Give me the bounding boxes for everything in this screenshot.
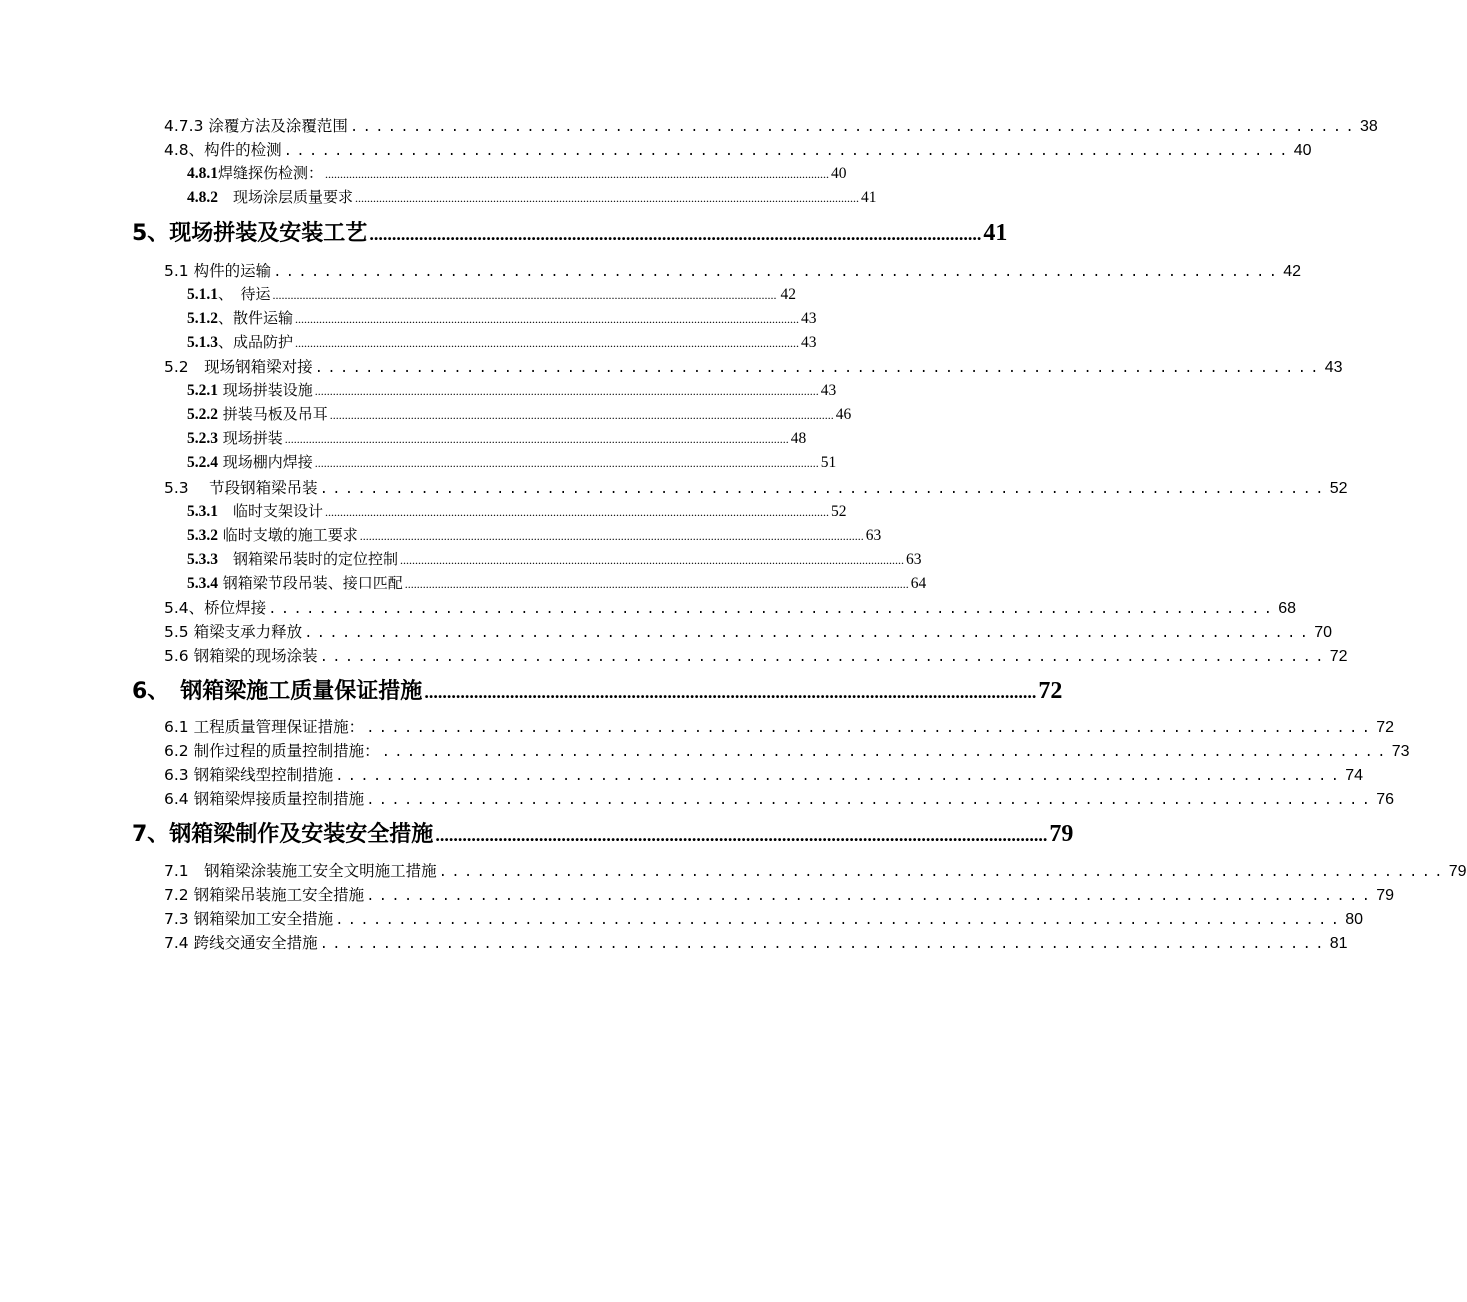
toc-entry-title	[187, 572, 403, 593]
toc-entry-page: 79	[1376, 887, 1394, 904]
toc-entry-label: 临时支墩的施工要求	[218, 526, 358, 544]
toc-entry-page: 81	[1329, 935, 1348, 952]
toc-entry-title	[187, 162, 323, 183]
dot-leader: ........................................................................................................................................................................	[325, 167, 830, 181]
toc-entry-page: 42	[780, 286, 796, 303]
dot-leader: ........................................................................................................................................................................	[314, 384, 819, 398]
toc-chapter-page: 41	[983, 220, 1008, 246]
toc-entry[interactable]	[0, 596, 1297, 618]
toc-entry-title: 7.2 钢箱梁吊装施工安全措施	[164, 886, 365, 904]
toc-entry-title: 7.4 跨线交通安全措施	[164, 934, 318, 952]
toc-entry-title: 6.1 工程质量管理保证措施：	[164, 718, 365, 736]
toc-entry-page: 40	[1293, 142, 1312, 159]
toc-entry-page: 64	[910, 575, 927, 592]
dot-leader: ................................................................................	[319, 482, 1328, 498]
dot-leader: ........................................................................................................................................................................	[284, 432, 789, 446]
toc-entry[interactable]	[0, 403, 920, 425]
toc-entry-label: 、 待运	[218, 285, 271, 303]
toc-entry[interactable]	[0, 907, 1363, 929]
toc-entry-title: 5.1 构件的运输	[164, 262, 272, 280]
toc-entry-title	[187, 283, 271, 304]
toc-chapter-page: 79	[1049, 821, 1074, 847]
toc-entry-label: 现场棚内焊接	[218, 453, 313, 471]
dot-leader: ................................................................................	[314, 361, 1323, 377]
toc-entry-number: 4.8.2	[187, 189, 218, 206]
dot-leader: ................................................................................	[273, 265, 1282, 281]
toc-entry-label: 钢箱梁吊装时的定位控制	[218, 550, 399, 568]
toc-entry-number: 5.3.1	[187, 503, 218, 520]
toc-entry[interactable]	[0, 548, 920, 570]
toc-chapter-page: 72	[1038, 678, 1063, 704]
toc-entry[interactable]	[0, 883, 1394, 905]
dot-leader: ................................................................................	[366, 889, 1375, 905]
toc-entry-label: 、成品防护	[218, 333, 294, 351]
dot-leader: ................................................................................	[366, 721, 1375, 737]
toc-entry-page: 46	[835, 406, 852, 423]
toc-entry-page: 70	[1314, 624, 1332, 641]
toc-entry-number: 5.2.1	[187, 382, 218, 399]
toc-entry[interactable]	[0, 283, 920, 305]
toc-entry-title	[187, 500, 323, 521]
dot-leader: ................................................................................	[268, 602, 1277, 618]
toc-chapter-title: 5、现场拼装及安装工艺	[132, 221, 368, 246]
toc-entry[interactable]	[0, 644, 1348, 666]
toc-entry-title	[187, 186, 353, 207]
toc-entry-page: 79	[1448, 863, 1467, 880]
dot-leader: ........................................................................................................................................................................	[295, 312, 800, 326]
toc-entry-label: 现场拼装	[218, 429, 283, 447]
toc-entry-number: 5.3.2	[187, 527, 218, 544]
toc-entry[interactable]	[0, 763, 1363, 785]
toc-chapter[interactable]	[0, 817, 1074, 851]
toc-entry-number: 4.8.1	[187, 165, 218, 182]
dot-leader: ........................................................................................................................................	[369, 224, 982, 244]
toc-entry[interactable]	[0, 355, 1343, 377]
toc-entry-title: 6.2 制作过程的质量控制措施：	[164, 742, 380, 760]
toc-chapter[interactable]	[0, 216, 1008, 250]
toc-entry[interactable]	[0, 138, 1312, 160]
toc-entry-title: 4.7.3 涂覆方法及涂覆范围	[164, 117, 348, 135]
toc-entry-title: 4.8、构件的检测	[164, 141, 282, 159]
toc-entry[interactable]	[0, 739, 1410, 761]
dot-leader: ................................................................................	[335, 913, 1344, 929]
toc-entry[interactable]	[0, 500, 920, 522]
toc-entry-title: 7.3 钢箱梁加工安全措施	[164, 910, 334, 928]
toc-entry[interactable]	[0, 931, 1348, 953]
toc-entry-page: 43	[801, 334, 817, 351]
toc-entry[interactable]	[0, 259, 1301, 281]
toc-entry-label: 现场拼装设施	[218, 381, 313, 399]
toc-entry-label: 拼装马板及吊耳	[218, 405, 328, 423]
toc-entry-page: 52	[831, 503, 847, 520]
toc-entry[interactable]	[0, 331, 920, 353]
toc-entry-number: 5.1.3	[187, 334, 218, 351]
toc-chapter-title: 7、钢箱梁制作及安装安全措施	[132, 822, 434, 847]
dot-leader: ........................................................................................................................................................................	[404, 577, 909, 591]
toc-entry[interactable]	[0, 186, 920, 208]
toc-entry[interactable]	[0, 162, 920, 184]
toc-entry-page: 63	[906, 551, 922, 568]
toc-entry-label: 焊缝探伤检测：	[218, 164, 324, 182]
dot-leader: ................................................................................	[283, 144, 1292, 160]
toc-entry[interactable]	[0, 524, 920, 546]
toc-entry[interactable]	[0, 476, 1348, 498]
dot-leader: ........................................................................................................................................................................	[329, 408, 834, 422]
toc-entry-label: 钢箱梁节段吊装、接口匹配	[218, 574, 403, 592]
toc-entry-title: 6.3 钢箱梁线型控制措施	[164, 766, 334, 784]
toc-entry-title	[187, 307, 293, 328]
toc-entry-page: 51	[820, 454, 837, 471]
toc-entry-title: 5.2 现场钢箱梁对接	[164, 358, 313, 376]
toc-entry[interactable]	[0, 859, 1467, 881]
dot-leader: ................................................................................	[335, 769, 1344, 785]
toc-entry-title	[187, 548, 398, 569]
toc-entry-number: 5.3.4	[187, 575, 218, 592]
dot-leader: ................................................................................	[319, 650, 1328, 666]
dot-leader: ........................................................................................................................................................................	[355, 191, 860, 205]
toc-entry-page: 38	[1359, 118, 1378, 135]
toc-chapter[interactable]	[0, 674, 1063, 708]
toc-entry-label: 、散件运输	[218, 309, 294, 327]
toc-entry-page: 43	[1324, 359, 1343, 376]
toc-entry[interactable]	[0, 307, 920, 329]
dot-leader: ........................................................................................................................................................................	[359, 529, 864, 543]
toc-entry-number: 5.3.3	[187, 551, 218, 568]
dot-leader: ........................................................................................................................................................................	[314, 456, 819, 470]
dot-leader: ................................................................................	[319, 937, 1328, 953]
toc-entry-title: 5.5 箱梁支承力释放	[164, 623, 303, 641]
toc-entry-title: 6.4 钢箱梁焊接质量控制措施	[164, 790, 365, 808]
dot-leader: ................................................................................	[349, 120, 1358, 136]
toc-entry-page: 48	[790, 430, 807, 447]
dot-leader: ........................................................................................................................................................................	[272, 288, 777, 302]
dot-leader: ................................................................................	[304, 626, 1313, 642]
toc-entry-title: 7.1 钢箱梁涂装施工安全文明施工措施	[164, 862, 437, 880]
toc-entry-title: 5.3 节段钢箱梁吊装	[164, 479, 318, 497]
toc-entry[interactable]	[0, 427, 920, 449]
dot-leader: ........................................................................................................................................................................	[325, 505, 830, 519]
toc-entry-number: 5.2.3	[187, 430, 218, 447]
dot-leader: ................................................................................	[438, 865, 1447, 881]
toc-entry-page: 40	[831, 165, 847, 182]
toc-entry[interactable]	[0, 572, 927, 594]
toc-entry-page: 42	[1283, 263, 1301, 280]
dot-leader: ........................................................................................................................................	[435, 825, 1048, 845]
toc-entry[interactable]	[0, 787, 1394, 809]
toc-entry-number: 5.2.4	[187, 454, 218, 471]
toc-entry-page: 41	[861, 189, 877, 206]
toc-entry-title	[187, 403, 328, 424]
toc-entry-page: 72	[1376, 719, 1394, 736]
toc-entry-page: 76	[1376, 791, 1394, 808]
toc-entry[interactable]	[0, 451, 920, 473]
toc-entry-title	[187, 451, 313, 472]
toc-entry-label: 现场涂层质量要求	[218, 188, 354, 206]
toc-entry-title: 5.4、桥位焊接	[164, 599, 267, 617]
toc-entry-page: 63	[865, 527, 882, 544]
toc-entry[interactable]	[0, 379, 920, 401]
toc-entry-number: 5.2.2	[187, 406, 218, 423]
toc-entry-label: 临时支架设计	[218, 502, 324, 520]
toc-entry-page: 73	[1391, 743, 1410, 760]
dot-leader: ........................................................................................................................................	[424, 682, 1037, 702]
toc-entry-page: 72	[1329, 648, 1348, 665]
toc-entry[interactable]	[0, 114, 1378, 136]
dot-leader: ................................................................................	[381, 745, 1390, 761]
toc-entry-number: 5.1.1	[187, 286, 218, 303]
toc-entry-page: 80	[1345, 911, 1363, 928]
dot-leader: ........................................................................................................................................................................	[295, 336, 800, 350]
dot-leader: ........................................................................................................................................................................	[400, 553, 905, 567]
toc-entry-page: 74	[1345, 767, 1363, 784]
toc-chapter-title: 6、 钢箱梁施工质量保证措施	[132, 679, 423, 704]
toc-entry-title: 5.6 钢箱梁的现场涂装	[164, 647, 318, 665]
toc-entry[interactable]	[0, 620, 1332, 642]
toc-entry-page: 68	[1278, 600, 1297, 617]
toc-entry[interactable]	[0, 715, 1394, 737]
toc-entry-page: 43	[820, 382, 837, 399]
toc-entry-title	[187, 427, 283, 448]
toc-entry-page: 52	[1329, 480, 1348, 497]
toc-entry-title	[187, 524, 358, 545]
toc-entry-number: 5.1.2	[187, 310, 218, 327]
toc-entry-title	[187, 379, 313, 400]
dot-leader: ................................................................................	[366, 793, 1375, 809]
toc-entry-title	[187, 331, 293, 352]
toc-entry-page: 43	[801, 310, 817, 327]
